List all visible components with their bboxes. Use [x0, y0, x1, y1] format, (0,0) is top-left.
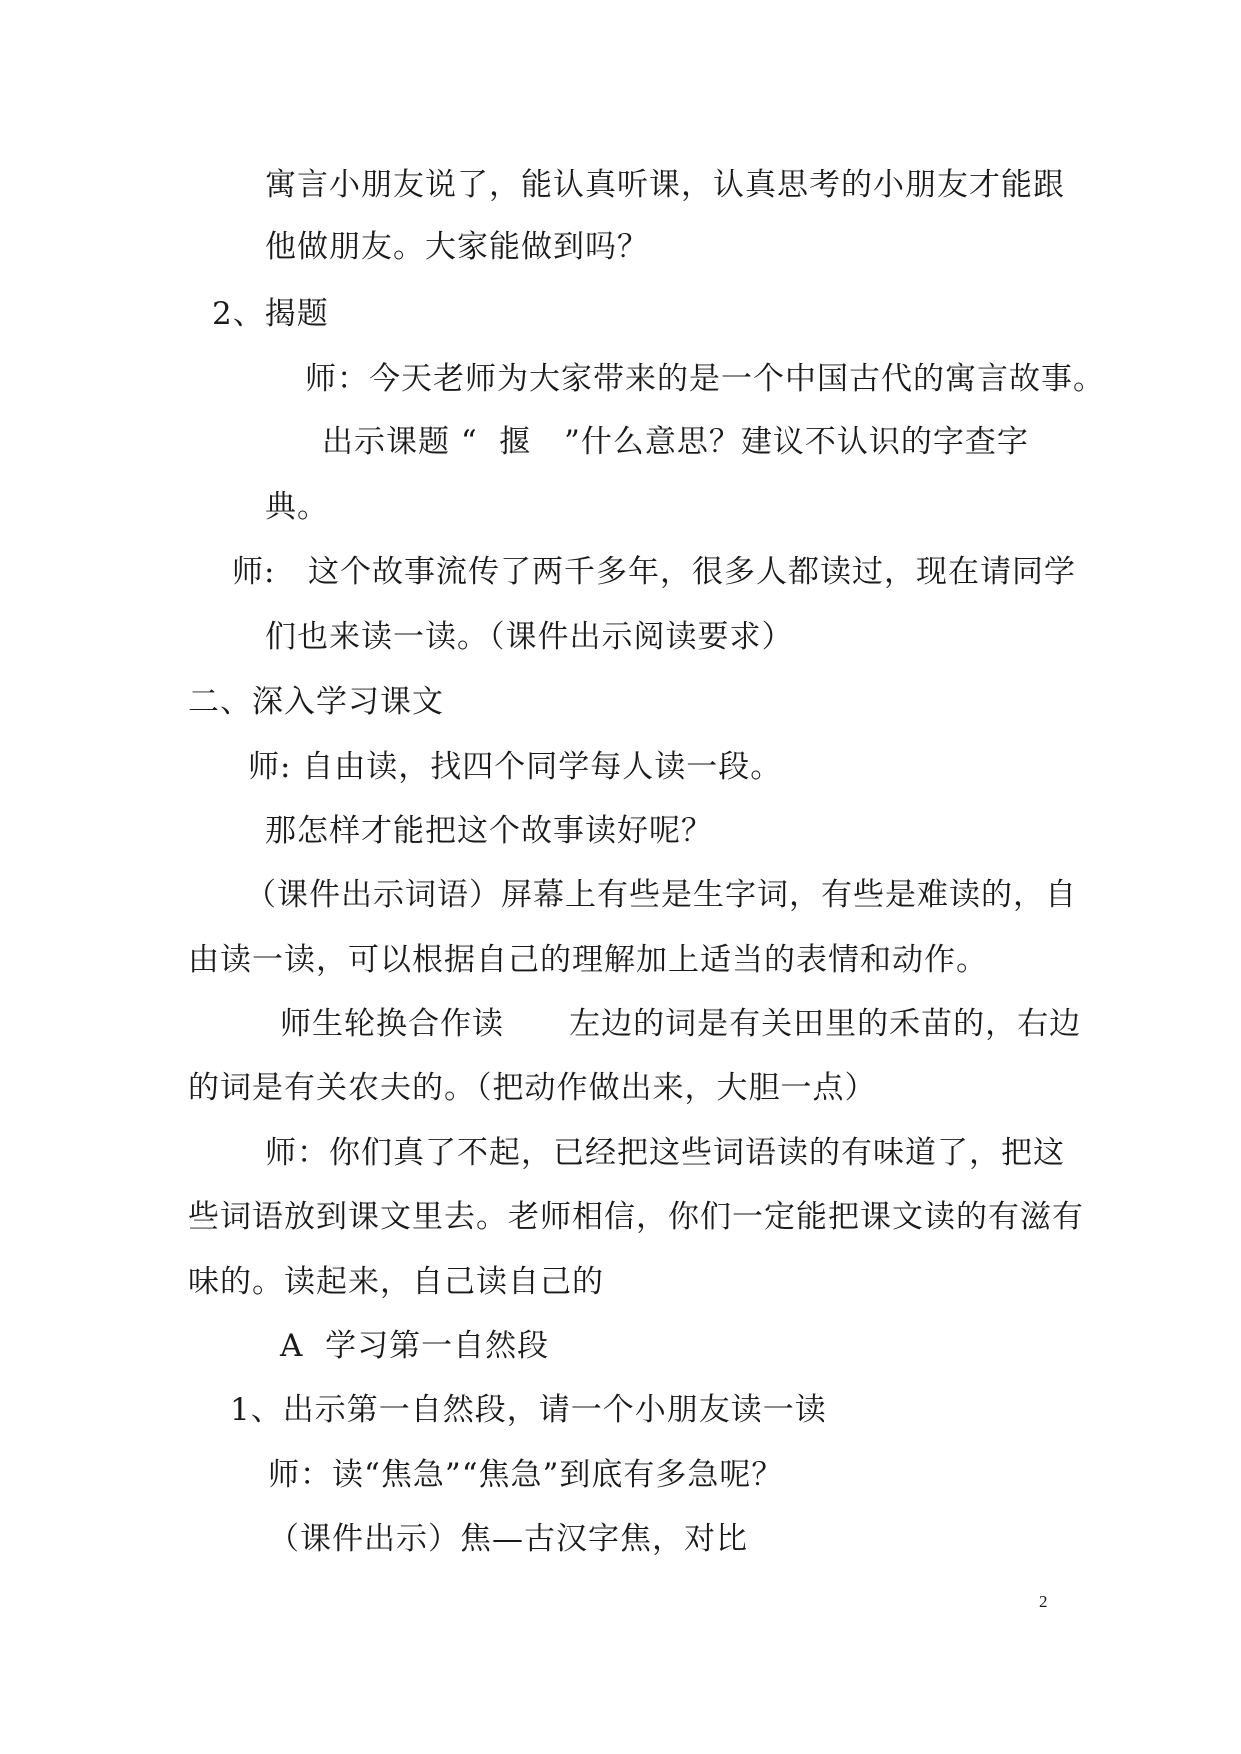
text-line-17: 些词语放到课文里去。老师相信，你们一定能把课文读的有滋有	[188, 1199, 1084, 1235]
text-line-12: （课件出示词语）屏幕上有些是生字词，有些是难读的，自	[245, 877, 1077, 913]
text-line-2: 他做朋友。大家能做到吗？	[265, 229, 649, 265]
text-line-4: 师：今天老师为大家带来的是一个中国古代的寓言故事。	[305, 361, 1105, 397]
section-heading-deep-study: 二、深入学习课文	[188, 684, 444, 720]
text-line-21: 师：读“焦急”“焦急”到底有多急呢？	[268, 1457, 784, 1493]
text-line-5: 出示课题 “ 揠 ”什么意思？建议不认识的字查字	[322, 424, 1029, 460]
text-line-11: 那怎样才能把这个故事读好呢？	[265, 813, 713, 849]
text-line-1: 寓言小朋友说了，能认真听课，认真思考的小朋友才能跟	[265, 167, 1065, 203]
text-line-20: 1、出示第一自然段，请一个小朋友读一读	[230, 1392, 827, 1428]
text-line-16: 师：你们真了不起，已经把这些词语读的有味道了，把这	[265, 1135, 1065, 1171]
text-line-22: （课件出示）焦—古汉字焦，对比	[268, 1521, 748, 1557]
text-line-14: 师生轮换合作读 左边的词是有关田里的禾苗的，右边	[280, 1006, 1082, 1042]
text-line-6: 典。	[265, 489, 329, 525]
text-line-8: 们也来读一读。（课件出示阅读要求）	[265, 619, 794, 655]
text-line-10: 师: 自由读，找四个同学每人读一段。	[248, 749, 783, 785]
text-line-13: 由读一读，可以根据自己的理解加上适当的表情和动作。	[188, 942, 988, 978]
subsection-heading-a: A 学习第一自然段	[280, 1328, 550, 1364]
section-heading-2-reveal-title: 2、揭题	[212, 296, 329, 332]
text-line-18: 味的。读起来，自己读自己的	[188, 1264, 604, 1300]
text-line-7: 师: 这个故事流传了两千多年，很多人都读过，现在请同学	[232, 554, 1077, 590]
text-line-15: 的词是有关农夫的。（把动作做出来，大胆一点）	[188, 1070, 877, 1106]
page-number: 2	[1039, 1592, 1048, 1611]
